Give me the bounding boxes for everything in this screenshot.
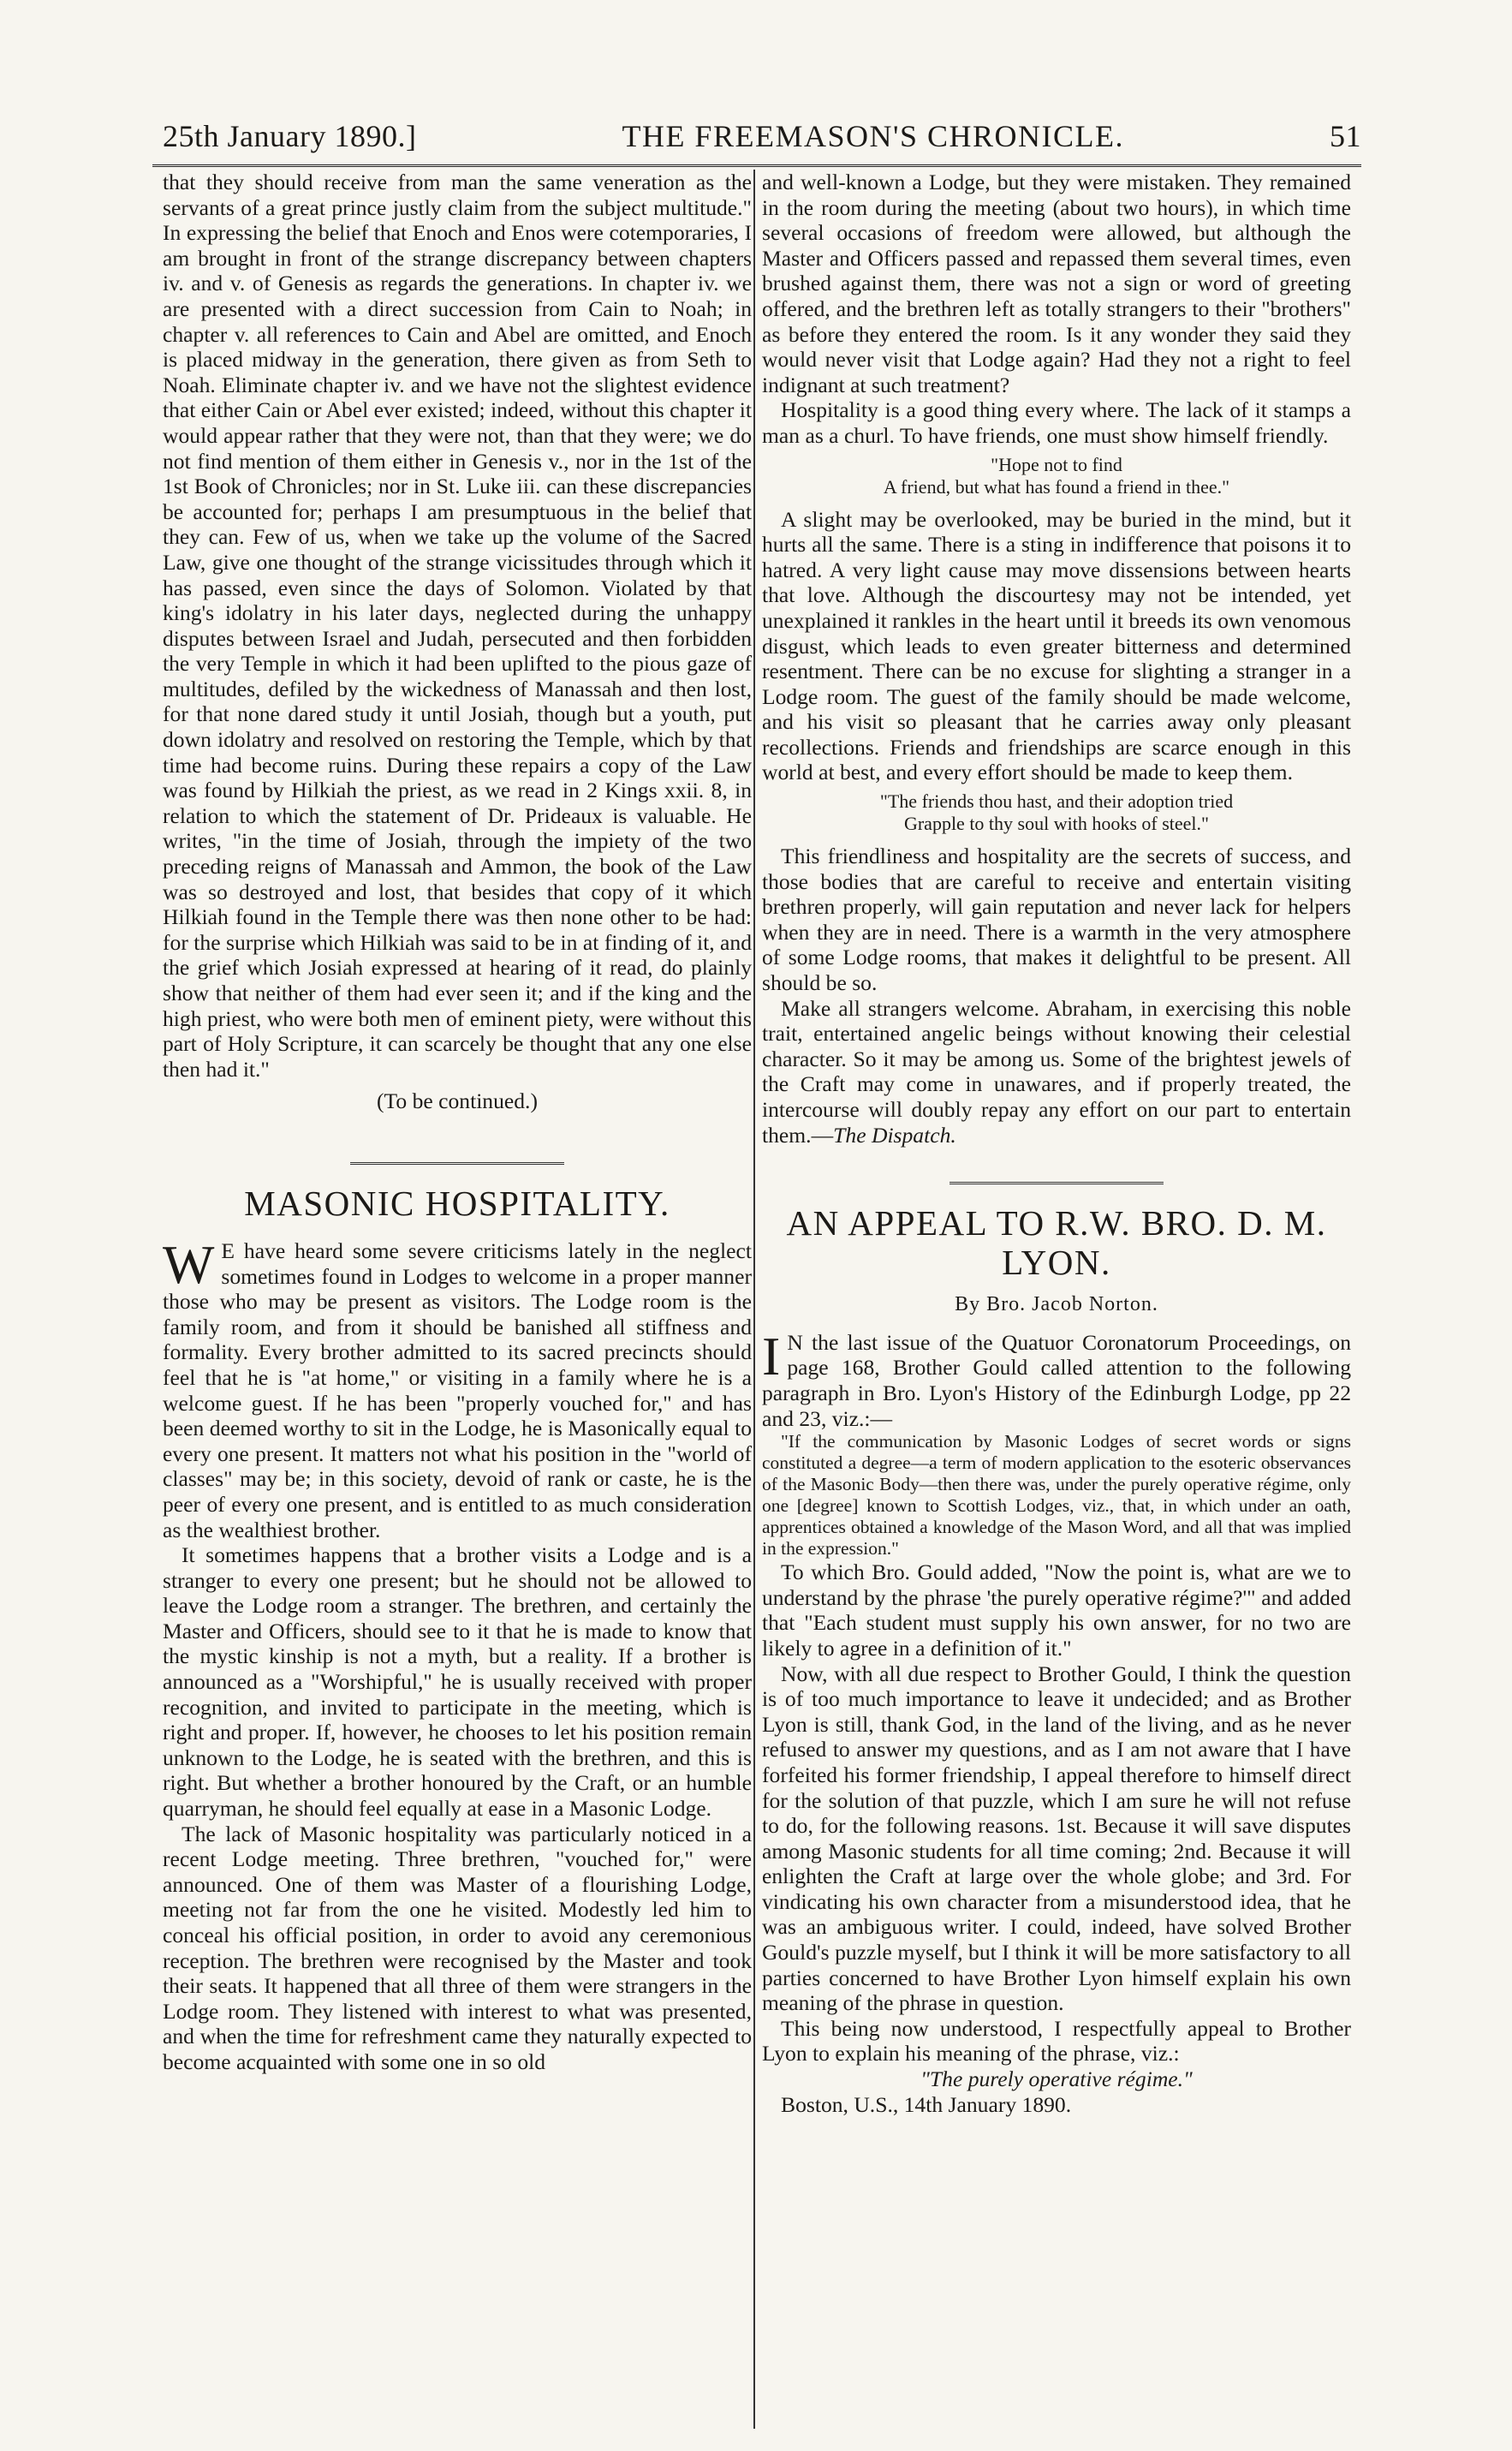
appeal-paragraph: To which Bro. Gould added, "Now the point is, what are we to understand by the phrase 'the purely operative régime?'" and added that "Each student must supply his own answer, for no two are likely to agree in a definition of it."	[762, 1559, 1351, 1661]
publication-title: THE FREEMASON'S CHRONICLE.	[622, 119, 1124, 153]
section-separator	[949, 1182, 1164, 1184]
left-column	[163, 170, 752, 2075]
column-divider	[753, 170, 755, 2429]
hospitality-paragraph: The lack of Masonic hospitality was particularly noticed in a recent Lodge meeting. Three brethren, "vouched for," were announced. One of them was Master of a flourishing Lodge, meeting not far from the one he visited. Modestly led him to conceal his official position, in order to avoid any ceremonious reception. The brethren were recognised by the Master and took their seats. It happened that all three of them were strangers in the Lodge room. They listened with interest to what was presented, and when the time for refreshment came they naturally expected to become acquainted with some one in so old	[163, 1821, 752, 2074]
hospitality-paragraph: and well-known a Lodge, but they were mistaken. They remained in the room during the meeting (about two hours), in which time several occasions of freedom were allowed, but although the Master and Officers passed and repassed them several times, even brushed against them, there was not a sign or word of greeting offered, and the brethren left as totally strangers to their "brothers" as before they entered the room. Is it any wonder they said they would never visit that Lodge again? Had they not a right to feel indignant at such treatment?	[762, 170, 1351, 397]
signature-line: Boston, U.S., 14th January 1890.	[781, 2091, 1072, 2117]
appeal-paragraph: Now, with all due respect to Brother Gould, I think the question is of too much importance to leave it undecided; and as Brother Lyon is still, thank God, in the land of the living, and as he never refused to answer my questions, and as I am not aware that I have forfeited his former friendship, I appeal therefore to himself direct for the solution of that puzzle, which I am sure he will not refuse to do, for the following reasons. 1st. Because it will save disputes among Masonic students for all time coming; 2nd. Because it will enlighten the Craft at large over the whole globe; and 3rd. For vindicating his own character from a misunderstood idea, that he was an ambiguous writer. I could, indeed, have solved Brother Gould's puzzle myself, but I think it will be more satisfactory to all parties concerned to have Brother Lyon himself explain his own meaning of the phrase in question.	[762, 1661, 1351, 2016]
hospitality-paragraph: W E have heard some severe criticisms lately in the neglect sometimes found in Lodges to welcome in a proper manner those who may be present as visitors. The Lodge room is the family room, and from it should be banished all stiffness and formality. Every brother admitted to its sacred precincts should feel that he is "at home," or visiting in a family where he is a welcome guest. If he has been "properly vouched for," and has been deemed worthy to sit in the Lodge, he is Masonically equal to every one present. It matters not what his position in the "world of classes" may be; in this society, devoid of rank or caste, he is the peer of every one present, and is entitled to as much consideration as the wealthiest brother.	[163, 1233, 752, 1542]
verse-quote: "The friends thou hast, and their adoption tried Grapple to thy soul with hooks of steel."	[879, 790, 1234, 835]
page-header	[163, 118, 1361, 159]
appeal-paragraph: This being now understood, I respectfully appeal to Brother Lyon to explain his meaning of the phrase, viz.:	[762, 2015, 1351, 2066]
section-separator	[350, 1162, 564, 1165]
hospitality-paragraph: Hospitality is a good thing every where. The lack of it stamps a man as a churl. To have friends, one must show himself friendly.	[762, 397, 1351, 448]
hospitality-paragraph: It sometimes happens that a brother visits a Lodge and is a stranger to every one present; but he should not be allowed to leave the Lodge room a stranger. The brethren, and certainly the Master and Officers, should see to it that he is made to know that the mystic kinship is not a myth, but a reality. If a brother is announced as a "Worshipful," he is usually received with proper recognition, and invited to participate in the meeting, which is right and proper. If, however, he chooses to let his position remain unknown to the Lodge, he is seated with the brethren, and this is right. But whether a brother honoured by the Craft, or an humble quarryman, he should feel equally at ease in a Masonic Lodge.	[163, 1542, 752, 1822]
right-column	[762, 170, 1351, 2117]
article-continuation: that they should receive from man the same veneration as the servants of a great prince justly claim from the subject multitude." In expressing the belief that Enoch and Enos were cotemporaries, I am brought in front of the strange discrepancy between chapters iv. and v. of Genesis as regards the generations. In chapter iv. we are presented with a direct succession from Cain to Noah; in chapter v. all references to Cain and Abel are omitted, and Enoch is placed midway in the generation, there given as from Seth to Noah. Eliminate chapter iv. and we have not the slightest evidence that either Cain or Abel ever existed; indeed, without this chapter it would appear rather that they were not, than that they were; we do not find mention of them either in Genesis v., nor in the 1st of the 1st Book of Chronicles; nor in St. Luke iii. can these discrepancies be accounted for; perhaps I am presumptuous in the belief that they can. Few of us, when we take up the volume of the Sacred Law, give one thought of the strange vicissitudes through which it has passed, even since the days of Solomon. Violated by that king's idolatry in his later days, neglected during the unhappy disputes between Israel and Judah, persecuted and then forbidden the very Temple in which it had been uplifted to the pious gaze of multitudes, defiled by the wickedness of Manassah and then lost, for that none dared study it until Josiah, though but a youth, put down idolatry and resolved on restoring the Temple, which by that time had become ruins. During these repairs a copy of the Law was found by Hilkiah the priest, as we read in 2 Kings xxii. 8, in relation to which the statement of Dr. Prideaux is valuable. He writes, "in the time of Josiah, through the impiety of the two preceding reigns of Manassah and Ammon, the book of the Law was so destroyed and lost, that besides that copy of it which Hilkiah found in the Temple there was then none other to be had: for the surprise which Hilkiah was said to be in at finding of it, and the grief which Josiah expressed at hearing of it read, do plainly show that neither of them had ever seen it; and if the king and the high priest, who were both men of eminent piety, were without this part of Holy Scripture, it can scarcely be thought that any one else then had it."	[163, 170, 752, 1082]
appeal-paragraph: I N the last issue of the Quatuor Coronatorum Proceedings, on page 168, Brother Gould called attention to the following paragraph in Bro. Lyon's History of the Edinburgh Lodge, pp 22 and 23, viz.:—	[762, 1325, 1351, 1431]
hospitality-paragraph: A slight may be overlooked, may be buried in the mind, but it hurts all the same. There is a sting in indifference that poisons it to hatred. A very light cause may move dissensions between hearts that love. Although the discourtesy may not be intended, yet unexplained it rankles in the heart until it breeds its own venomous disgust, which leads to even greater bitterness and determined resentment. There can be no excuse for slighting a stranger in a Lodge room. The guest of the family should be made welcome, and his visit so pleasant that he carries away only pleasant recollections. Friends and friendships are scarce enough in this world at best, and every effort should be made to keep them.	[762, 506, 1351, 785]
hospitality-paragraph: This friendliness and hospitality are the secrets of success, and those bodies that are careful to receive and entertain visiting brethren properly, will gain reputation and never lack for helpers when they are in need. There is a warmth in the very atmosphere of some Lodge rooms, that makes it delightful to be present. All should be so.	[762, 844, 1351, 996]
quoted-passage: "If the communication by Masonic Lodges of secret words or signs constituted a degree—a term of modern application to the esoteric observances of the Masonic Body—then there was, under the purely operative régime, only one [degree] known to Scottish Lodges, viz., that, in which under an oath, apprentices obtained a knowledge of the Mason Word, and all that was implied in the expression."	[762, 1431, 1351, 1559]
header-rule	[152, 164, 1361, 167]
drop-cap: I	[762, 1325, 781, 1387]
phrase-quote: "The purely operative régime."	[920, 2066, 1193, 2092]
drop-cap: W	[163, 1233, 215, 1295]
to-be-continued: (To be continued.)	[377, 1088, 538, 1114]
source-credit: The Dispatch.	[833, 1122, 956, 1148]
appeal-heading: AN APPEAL TO R.W. BRO. D. M. LYON.	[786, 1203, 1327, 1283]
verse-quote: "Hope not to find A friend, but what has found a friend in thee."	[883, 453, 1230, 498]
hospitality-paragraph: Make all strangers welcome. Abraham, in exercising this noble trait, entertained angelic beings without knowing their celestial character. So it may be among us. Some of the brightest jewels of the Craft may come in unawares, and if properly treated, the intercourse will doubly repay any effort on our part to entertain them.—The Dispatch.	[762, 995, 1351, 1148]
page-number: 51	[1329, 119, 1361, 153]
byline: By Bro. Jacob Norton.	[955, 1293, 1158, 1316]
issue-date: 25th January 1890.]	[163, 119, 417, 153]
hospitality-heading: MASONIC HOSPITALITY.	[244, 1183, 670, 1223]
